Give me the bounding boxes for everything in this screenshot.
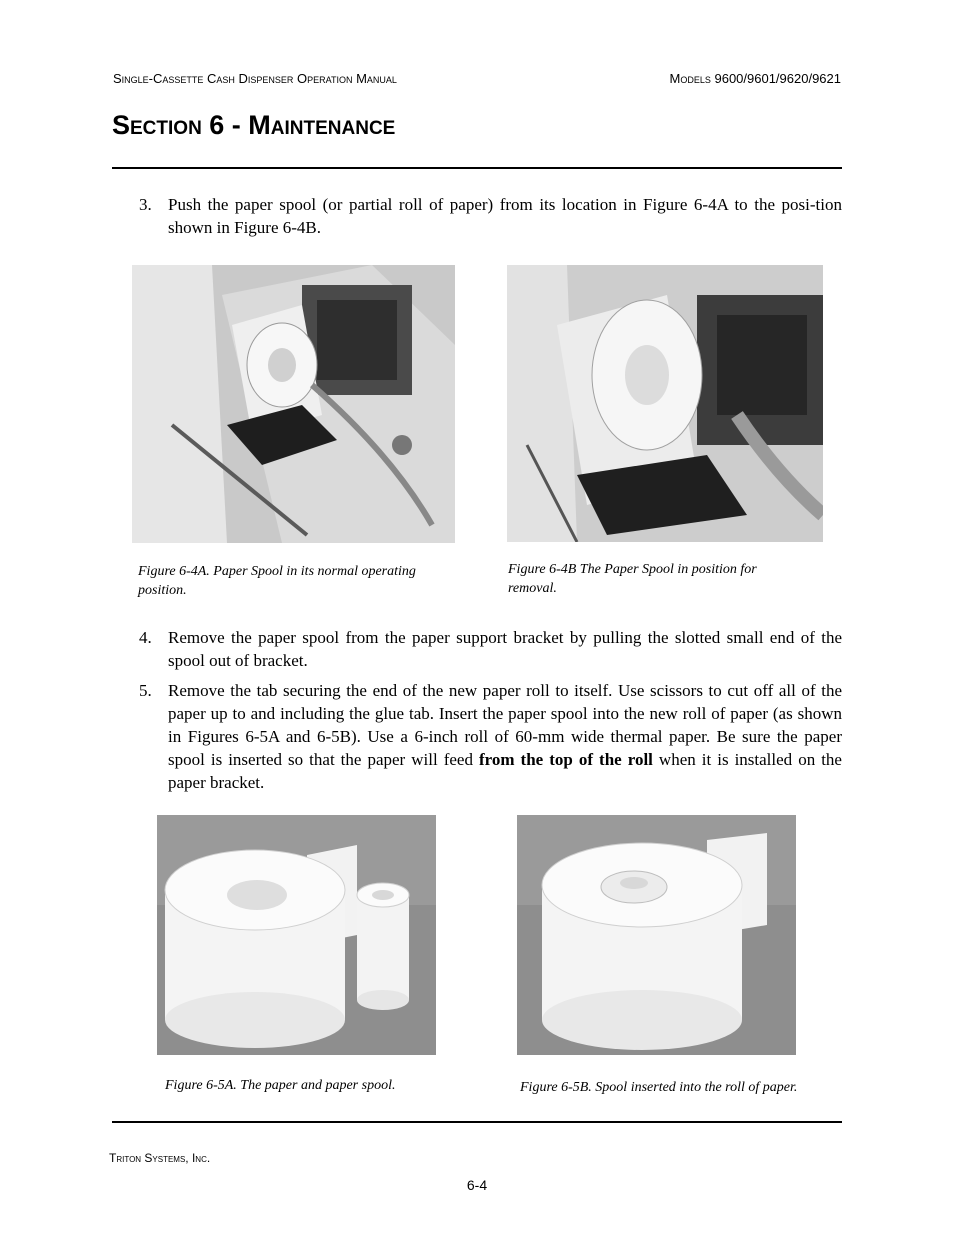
figure-6-5a-caption: Figure 6-5A. The paper and paper spool. xyxy=(165,1078,396,1093)
figure-6-4a-caption: Figure 6-4A. Paper Spool in its normal operating position. xyxy=(138,564,416,598)
step-number: 5. xyxy=(139,681,152,700)
figure-6-5b-photo xyxy=(517,815,796,1055)
figure-6-4b-caption: Figure 6-4B The Paper Spool in position for removal. xyxy=(508,562,757,596)
header-rule xyxy=(112,167,842,169)
step-5 xyxy=(112,679,842,794)
step-text-emphasis: from the top of the roll xyxy=(478,750,653,769)
footer-company: Triton Systems, Inc. xyxy=(109,1151,211,1165)
page-number: 6-4 xyxy=(466,1177,488,1193)
step-number: 4. xyxy=(139,628,152,647)
section-title: Section 6 - Maintenance xyxy=(112,110,396,140)
figure-6-5b-caption: Figure 6-5B. Spool inserted into the roll of paper. xyxy=(520,1080,798,1095)
figure-6-4a-photo xyxy=(132,265,455,543)
step-text-part: when it is installed on the paper bracket. xyxy=(168,750,842,792)
figure-6-4b-photo xyxy=(507,265,823,542)
step-3 xyxy=(112,193,842,239)
running-header-models: Models 9600/9601/9620/9621 xyxy=(669,71,841,86)
step-text: Push the paper spool (or partial roll of paper) from its location in Figure 6-4A to the posi-tion shown in Figure 6-4B. xyxy=(168,195,842,237)
step-text-part: Remove the tab securing the end of the new paper roll to itself. Use scissors to cut off all of the paper up to and including the glue tab. Insert the paper spool into the new roll of paper (as shown in Figures 6-5A and 6-5B). Use a 6-inch roll of 60-mm wide thermal paper. Be sure the paper spool is inserted so that the paper will feed xyxy=(168,681,842,769)
footer-rule xyxy=(112,1121,842,1123)
figure-6-5a-photo xyxy=(157,815,436,1055)
step-4 xyxy=(112,626,842,672)
step-text xyxy=(168,679,842,794)
running-header-title: Single-Cassette Cash Dispenser Operation Manual xyxy=(113,71,397,86)
step-text: Remove the paper spool from the paper support bracket by pulling the slotted small end of the spool out of bracket. xyxy=(168,628,842,670)
step-number: 3. xyxy=(139,195,152,214)
